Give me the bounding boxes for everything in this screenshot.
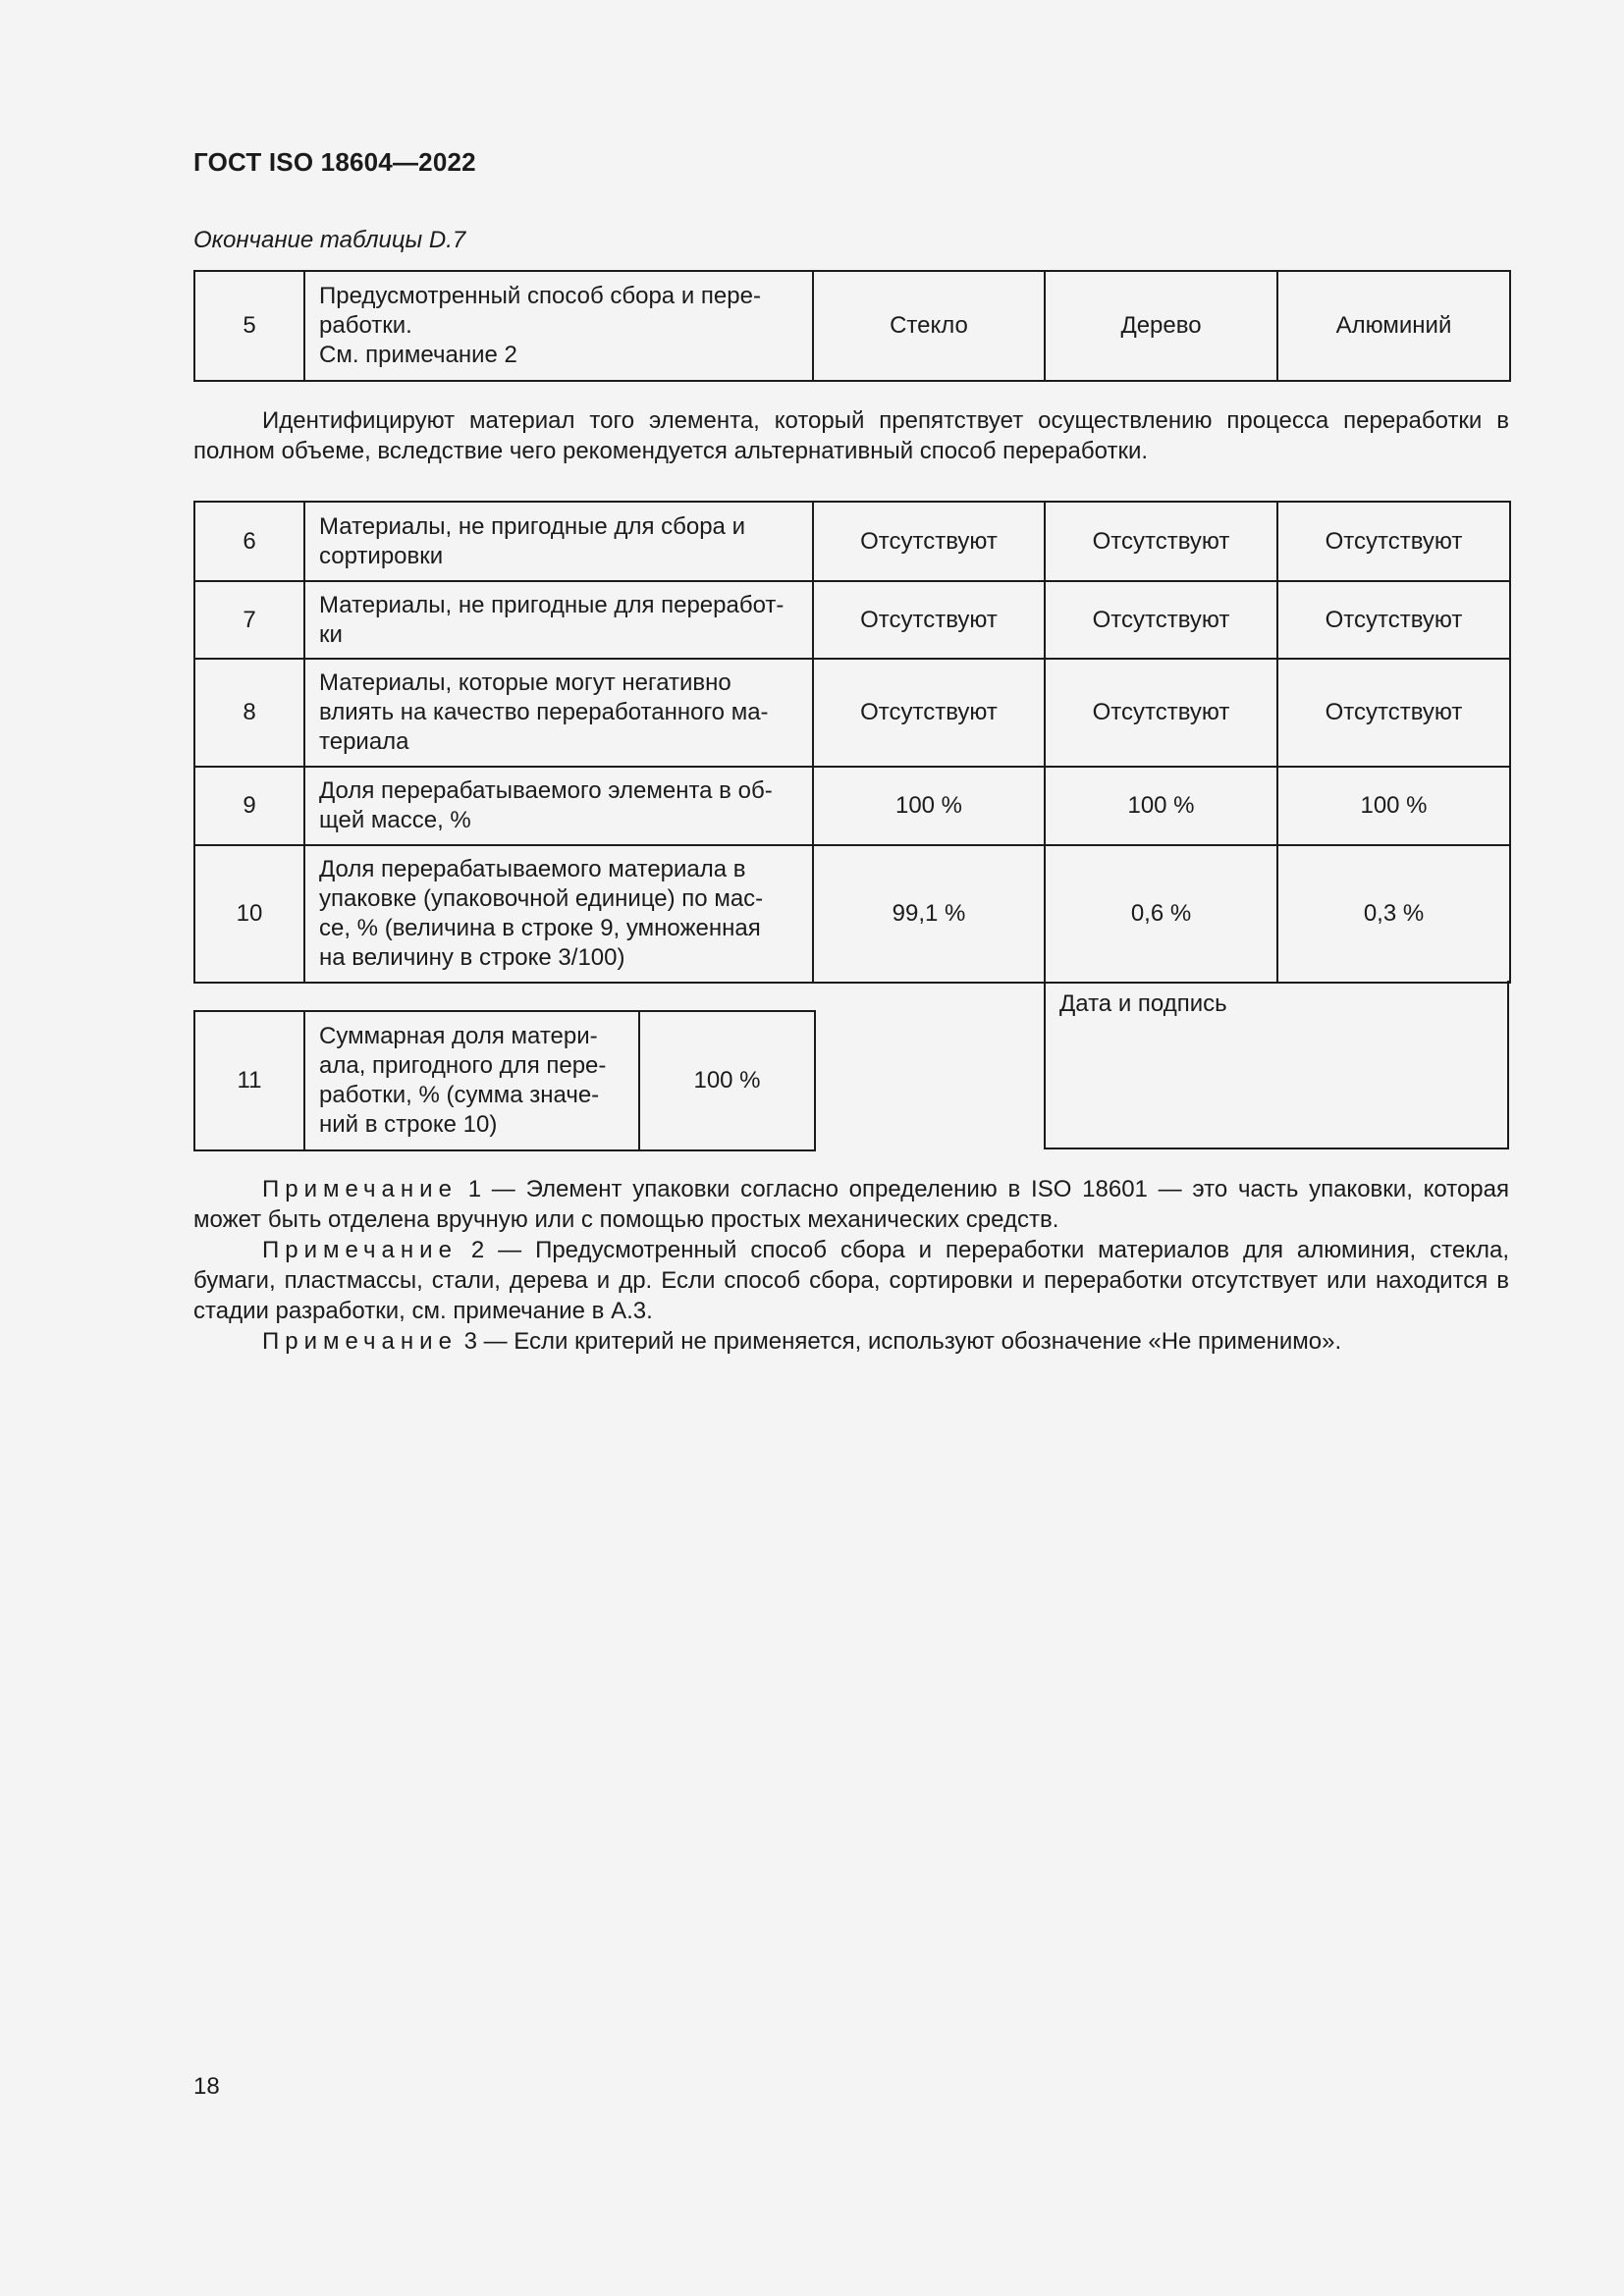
desc-line: Материалы, не пригодные для сбора и <box>319 512 745 540</box>
row-description <box>304 659 813 767</box>
value-cell: Отсутствуют <box>813 659 1045 767</box>
desc-line: териала <box>319 728 409 755</box>
desc-line: щей массе, % <box>319 807 471 833</box>
table-row <box>194 659 1510 767</box>
table-row <box>194 767 1510 845</box>
table-top <box>193 270 1511 382</box>
note-label: Примечание <box>262 1328 458 1355</box>
row-number: 10 <box>194 845 304 983</box>
table-row <box>194 502 1510 581</box>
row-number: 5 <box>194 271 304 381</box>
value-cell: Отсутствуют <box>1045 581 1277 659</box>
value-cell: 0,6 % <box>1045 845 1277 983</box>
desc-line: се, % (величина в строке 9, умноженная <box>319 915 761 941</box>
value-cell: 0,3 % <box>1277 845 1510 983</box>
desc-line: работки. <box>319 312 412 339</box>
signature-label: Дата и подпись <box>1059 990 1227 1017</box>
value-cell: Стекло <box>813 271 1045 381</box>
row-number: 7 <box>194 581 304 659</box>
value-cell: Дерево <box>1045 271 1277 381</box>
notes-section <box>193 1174 1509 1357</box>
row-number: 11 <box>194 1011 304 1150</box>
desc-line: Доля перерабатываемого элемента в об- <box>319 777 773 804</box>
note-item <box>193 1174 1509 1235</box>
value-cell: Алюминий <box>1277 271 1510 381</box>
row-number: 9 <box>194 767 304 845</box>
note-label: Примечание <box>262 1237 458 1263</box>
table-caption: Окончание таблицы D.7 <box>193 227 466 253</box>
value-cell: 100 % <box>639 1011 815 1150</box>
table-main <box>193 501 1511 984</box>
desc-line: работки, % (сумма значе- <box>319 1082 600 1108</box>
note-item <box>193 1326 1509 1357</box>
value-cell: 100 % <box>813 767 1045 845</box>
row-description <box>304 767 813 845</box>
table-row <box>194 1011 815 1150</box>
page-header-title: ГОСТ ISO 18604—2022 <box>193 147 476 177</box>
value-cell: Отсутствуют <box>813 502 1045 581</box>
note-text: 3 — Если критерий не применяется, используют обозначение «Не применимо». <box>457 1328 1342 1355</box>
body-paragraph: Идентифицируют материал того элемента, который препятствует осуществлению процесса переработки в полном объеме, вследствие чего рекомендуется альтернативный способ переработки. <box>193 407 1509 464</box>
desc-line: на величину в строке 3/100) <box>319 944 625 971</box>
value-cell: Отсутствуют <box>1277 581 1510 659</box>
row-description <box>304 581 813 659</box>
note-label: Примечание <box>262 1176 458 1202</box>
row-description <box>304 845 813 983</box>
desc-line: Суммарная доля матери- <box>319 1023 598 1049</box>
value-cell: 100 % <box>1045 767 1277 845</box>
desc-line: Доля перерабатываемого материала в <box>319 856 746 882</box>
row-description <box>304 1011 639 1150</box>
value-cell: 100 % <box>1277 767 1510 845</box>
row-number: 8 <box>194 659 304 767</box>
desc-line: ки <box>319 620 343 648</box>
desc-line: См. примечание 2 <box>319 342 517 368</box>
page-number: 18 <box>193 2073 220 2100</box>
desc-line: влиять на качество переработанного ма- <box>319 699 769 725</box>
desc-line: ний в строке 10) <box>319 1111 498 1138</box>
desc-line: Предусмотренный способ сбора и пере- <box>319 283 761 309</box>
row-description <box>304 271 813 381</box>
desc-line: ала, пригодного для пере- <box>319 1052 607 1079</box>
value-cell: Отсутствуют <box>813 581 1045 659</box>
table-sum <box>193 1010 816 1151</box>
table-row <box>194 581 1510 659</box>
table-row <box>194 845 1510 983</box>
desc-line: сортировки <box>319 542 444 569</box>
desc-line: упаковке (упаковочной единице) по мас- <box>319 885 764 912</box>
note-text: 2 — Предусмотренный способ сбора и переработки материалов для алюминия, стекла, бумаги, пластмассы, стали, дерева и др. Если способ сбора, сортировки и переработки отсутствует или находится в стадии разработки, см. примечание в А.3. <box>193 1237 1509 1324</box>
note-text: 1 — Элемент упаковки согласно определению в ISO 18601 — это часть упаковки, которая может быть отделена вручную или с помощью простых механических средств. <box>193 1176 1509 1233</box>
row-number: 6 <box>194 502 304 581</box>
value-cell: Отсутствуют <box>1277 659 1510 767</box>
table-row <box>194 271 1510 381</box>
note-item <box>193 1235 1509 1326</box>
value-cell: Отсутствуют <box>1045 502 1277 581</box>
desc-line: Материалы, которые могут негативно <box>319 669 731 696</box>
value-cell: 99,1 % <box>813 845 1045 983</box>
row-description <box>304 502 813 581</box>
signature-box <box>1044 981 1509 1149</box>
desc-line: Материалы, не пригодные для переработ- <box>319 591 785 618</box>
value-cell: Отсутствуют <box>1045 659 1277 767</box>
value-cell: Отсутствуют <box>1277 502 1510 581</box>
